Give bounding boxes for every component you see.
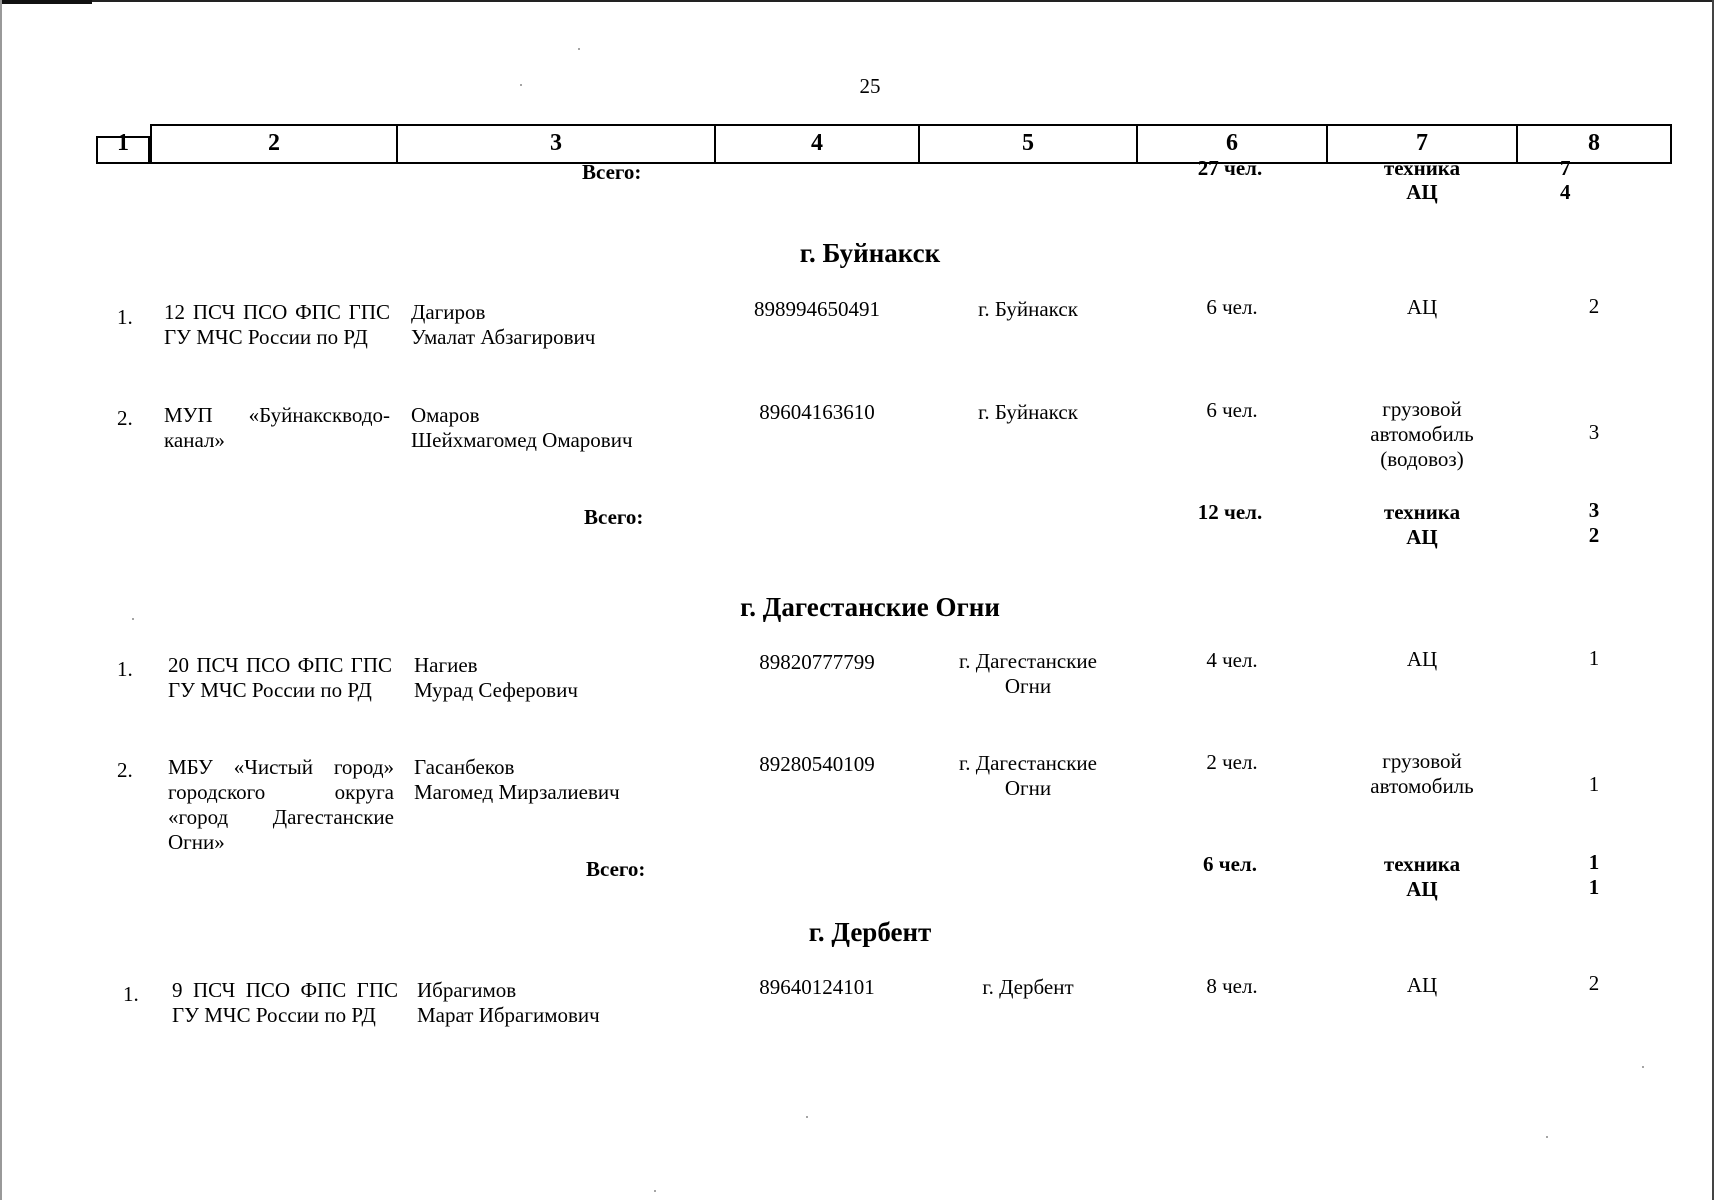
head-name: Марат Ибрагимович: [417, 1003, 600, 1027]
organization-name: 12 ПСЧ ПСО ФПС ГПС ГУ МЧС России по РД: [164, 300, 390, 349]
location: г. Буйнакск: [978, 400, 1078, 424]
people-count: 2 чел.: [1206, 750, 1258, 774]
section-total-people: 12 чел.: [1197, 500, 1263, 524]
scan-edge-top: [0, 0, 1714, 2]
location: г. Дербент: [982, 975, 1074, 999]
column-number-7: 7: [1416, 130, 1428, 156]
head-surname: Ибрагимов: [417, 978, 517, 1002]
row-number: 1.: [117, 305, 133, 329]
scan-edge-left: [0, 0, 2, 1200]
scan-edge-mark: [0, 0, 92, 4]
scan-speck: [806, 1116, 808, 1118]
carry-total-ac-label: АЦ: [1406, 180, 1438, 204]
carry-total-label: Всего:: [582, 160, 642, 184]
vehicle-type-line: автомобиль: [1370, 774, 1474, 798]
vehicle-type: АЦ: [1406, 295, 1438, 319]
head-surname: Гасанбеков: [414, 755, 515, 779]
carry-total-ac-count: 4: [1560, 180, 1571, 204]
section-total-ac-count: 2: [1588, 523, 1600, 547]
phone-number: 89820777799: [759, 650, 875, 674]
section-total-equipment-label: техника: [1383, 500, 1461, 524]
row-number: 2.: [117, 406, 133, 430]
section-total-equipment-label: техника: [1383, 852, 1461, 876]
people-count: 4 чел.: [1206, 648, 1258, 672]
vehicle-count: 2: [1588, 971, 1600, 995]
scan-speck: [1642, 1066, 1644, 1068]
section-total-equipment-count: 1: [1588, 850, 1600, 874]
page-number: 25: [859, 74, 881, 98]
section-title-derbent: г. Дербент: [808, 917, 932, 947]
column-number-2: 2: [268, 130, 280, 156]
head-name: Магомед Мирзалиевич: [414, 780, 620, 804]
organization-name: 20 ПСЧ ПСО ФПС ГПС ГУ МЧС России по РД: [168, 653, 392, 702]
section-title-dagestanskie-ogni: г. Дагестанские Огни: [740, 592, 1000, 622]
column-number-4: 4: [811, 130, 823, 156]
people-count: 8 чел.: [1206, 974, 1258, 998]
location-line: Огни: [1004, 776, 1052, 800]
scan-speck: [578, 48, 580, 50]
section-total-label: Всего:: [586, 857, 646, 881]
section-title-buynaksk: г. Буйнакск: [799, 238, 941, 268]
people-count: 6 чел.: [1206, 295, 1258, 319]
organization-name: МБУ «Чистый город» городского округа «город Дагестанские Огни»: [168, 755, 394, 854]
column-number-3: 3: [550, 130, 562, 156]
organization-name: 9 ПСЧ ПСО ФПС ГПС ГУ МЧС России по РД: [172, 978, 398, 1027]
people-count: 6 чел.: [1206, 398, 1258, 422]
scan-speck: [654, 1190, 656, 1192]
location: г. Буйнакск: [978, 297, 1078, 321]
vehicle-count: 1: [1588, 646, 1600, 670]
row-number: 1.: [123, 982, 139, 1006]
section-total-ac-count: 1: [1588, 875, 1600, 899]
column-number-5: 5: [1022, 130, 1034, 156]
vehicle-count: 2: [1588, 294, 1600, 318]
carry-total-equipment-count: 7: [1560, 156, 1571, 180]
phone-number: 89280540109: [759, 752, 875, 776]
organization-name: МУП «Буйнакскводо-канал»: [164, 403, 390, 452]
head-name: Мурад Сеферович: [414, 678, 578, 702]
phone-number: 898994650491: [754, 297, 880, 321]
carry-total-equipment-label: техника: [1383, 156, 1461, 180]
scan-speck: [520, 84, 522, 86]
section-total-ac-label: АЦ: [1406, 877, 1438, 901]
section-total-equipment-count: 3: [1588, 498, 1600, 522]
vehicle-count: 1: [1588, 772, 1600, 796]
section-total-label: Всего:: [584, 505, 644, 529]
scan-speck: [1546, 1136, 1548, 1138]
column-number-8: 8: [1588, 130, 1600, 156]
phone-number: 89640124101: [759, 975, 875, 999]
section-total-ac-label: АЦ: [1406, 525, 1438, 549]
row-number: 2.: [117, 758, 133, 782]
vehicle-type: АЦ: [1406, 973, 1438, 997]
column-number-1: 1: [117, 130, 129, 156]
row-number: 1.: [117, 657, 133, 681]
carry-total-people: 27 чел.: [1197, 156, 1263, 180]
vehicle-type-line: грузовой: [1382, 397, 1462, 421]
location-line: Огни: [1004, 674, 1052, 698]
section-total-people: 6 чел.: [1203, 852, 1257, 876]
location-line: г. Дагестанские: [959, 649, 1097, 673]
vehicle-type-line: грузовой: [1382, 749, 1462, 773]
head-name: Умалат Абзагирович: [411, 325, 596, 349]
head-name: Шейхмагомед Омарович: [411, 428, 633, 452]
head-surname: Нагиев: [414, 653, 478, 677]
vehicle-type-line: автомобиль: [1370, 422, 1474, 446]
head-surname: Дагиров: [411, 300, 486, 324]
phone-number: 89604163610: [759, 400, 875, 424]
vehicle-type: АЦ: [1406, 647, 1438, 671]
head-surname: Омаров: [411, 403, 480, 427]
scan-speck: [132, 618, 134, 620]
vehicle-type-line: (водовоз): [1380, 447, 1464, 471]
location-line: г. Дагестанские: [959, 751, 1097, 775]
vehicle-count: 3: [1588, 420, 1600, 444]
column-number-6: 6: [1226, 130, 1238, 156]
